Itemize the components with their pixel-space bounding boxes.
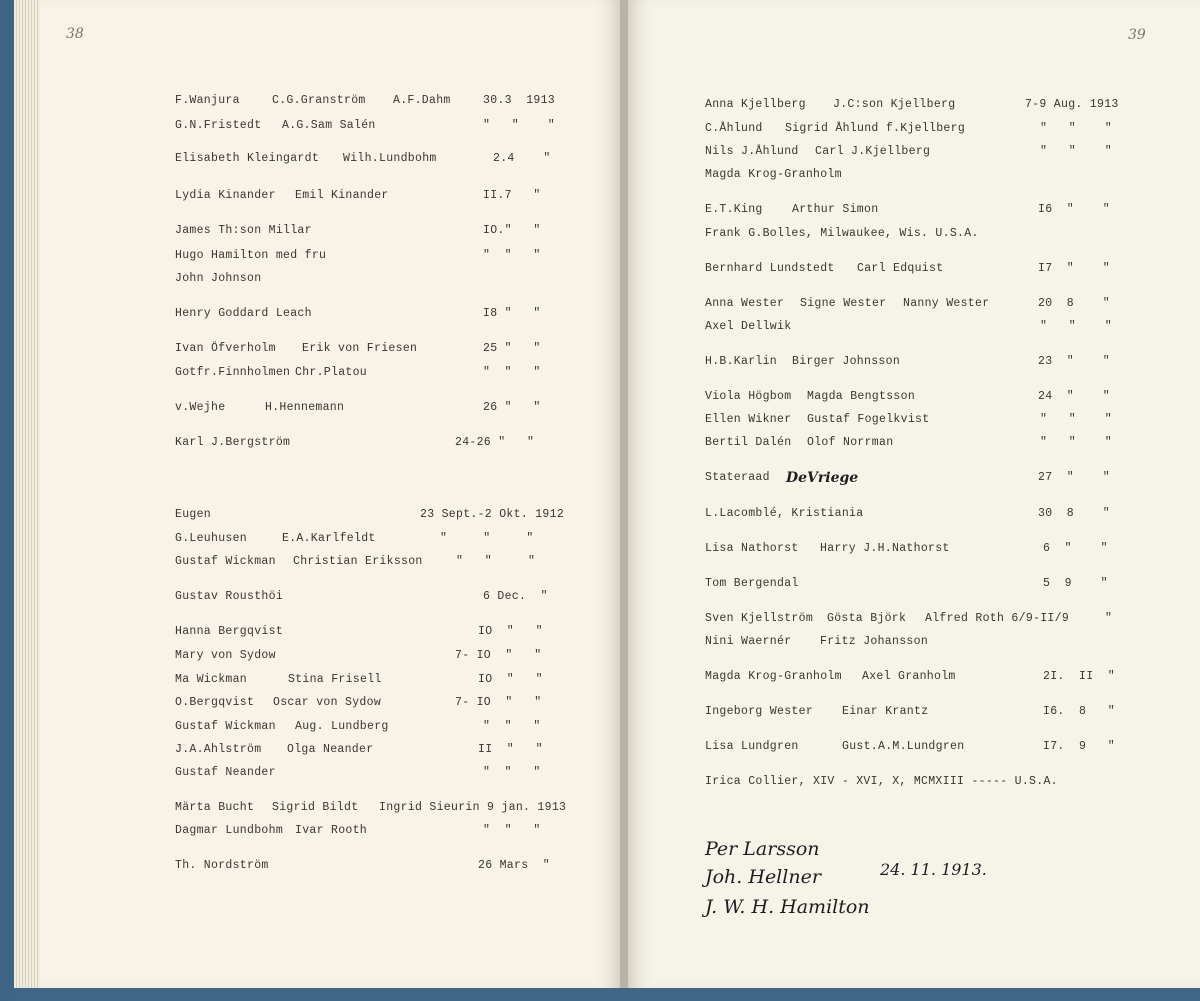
right-entry-1-cell-0: C.Åhlund [705,122,763,135]
left-entry-7-cell-0: Henry Goddard Leach [175,307,312,320]
left-entry-21-cell-2: II " " [478,743,543,756]
left-entry-9-cell-1: Chr.Platou [295,366,368,379]
left-entry-16-cell-1: IO " " [478,625,543,638]
left-entry-19-cell-0: O.Bergqvist [175,696,255,709]
right-entry-7-cell-2: Nanny Wester [903,297,990,310]
right-entry-1-cell-1: Sigrid Åhlund f.Kjellberg [785,122,966,135]
left-entry-2-cell-1: Wilh.Lundbohm [343,152,437,165]
right-entry-0-cell-0: Anna Kjellberg [705,98,806,111]
right-entry-10-cell-1: Magda Bengtsson [807,390,916,403]
left-entry-19-cell-1: Oscar von Sydow [273,696,382,709]
right-entry-2-cell-2: " " " [1040,145,1113,158]
left-entry-17-cell-1: 7- IO " " [455,649,542,662]
right-entry-11-cell-2: " " " [1040,413,1113,426]
right-entry-0-cell-1: J.C:son Kjellberg [833,98,956,111]
left-entry-0-cell-2: A.F.Dahm [393,94,451,107]
right-entry-9-cell-2: 23 " " [1038,355,1111,368]
right-entry-6-cell-0: Bernhard Lundstedt [705,262,835,275]
right-entry-10-cell-0: Viola Högbom [705,390,792,403]
left-entry-14-cell-2: " " " [456,555,536,568]
left-entry-23-cell-2: Ingrid Sieurin 9 jan. 1913 [379,801,567,814]
right-entry-19-cell-0: Magda Krog-Granholm [705,670,842,683]
right-entry-7-cell-1: Signe Wester [800,297,887,310]
left-entry-24-cell-0: Dagmar Lundbohm [175,824,284,837]
right-entry-21-cell-0: Lisa Lundgren [705,740,799,753]
left-entry-20-cell-0: Gustaf Wickman [175,720,276,733]
left-entry-15-cell-1: 6 Dec. " [483,590,548,603]
right-entry-11-cell-1: Gustaf Fogelkvist [807,413,930,426]
left-entry-22-cell-1: " " " [483,766,541,779]
right-entry-6-cell-1: Carl Edquist [857,262,944,275]
right-entry-3-cell-0: Magda Krog-Granholm [705,168,842,181]
left-entry-0-cell-0: F.Wanjura [175,94,240,107]
right-entry-4-cell-2: I6 " " [1038,203,1111,216]
right-entry-14-cell-0: L.Lacomblé, Kristiania [705,507,864,520]
right-entry-15-cell-2: 6 " " [1043,542,1108,555]
right-entry-22-cell-0: Irica Collier, XIV - XVI, X, MCMXIII ----- U.S.A. [705,775,1058,788]
right-entry-15-cell-0: Lisa Nathorst [705,542,799,555]
left-entry-19-cell-2: 7- IO " " [455,696,542,709]
right-entry-0-cell-2: 7-9 Aug. 1913 [1025,98,1119,111]
right-entry-6-cell-2: I7 " " [1038,262,1111,275]
left-entry-21-cell-1: Olga Neander [287,743,374,756]
right-entry-8-cell-1: " " " [1040,320,1113,333]
right-entry-17-cell-0: Sven Kjellström [705,612,814,625]
right-entry-19-cell-2: 2I. II " [1043,670,1116,683]
book-gutter [620,0,628,1001]
left-entry-10-cell-0: v.Wejhe [175,401,226,414]
right-entry-14-cell-1: 30 8 " [1038,507,1111,520]
signature-2: Joh. Hellner [705,866,821,888]
left-entry-7-cell-1: I8 " " [483,307,541,320]
left-entry-0-cell-3: 30.3 1913 [483,94,556,107]
left-entry-2-cell-2: 2.4 " [493,152,551,165]
right-entry-17-cell-2: Alfred Roth 6/9-II/9 " [925,612,1113,625]
left-entry-22-cell-0: Gustaf Neander [175,766,276,779]
right-entry-19-cell-1: Axel Granholm [862,670,956,683]
signature-date: 24. 11. 1913. [880,860,987,879]
left-entry-1-cell-0: G.N.Fristedt [175,119,262,132]
left-entry-8-cell-0: Ivan Öfverholm [175,342,276,355]
right-entry-17-cell-1: Gösta Björk [827,612,907,625]
left-entry-14-cell-0: Gustaf Wickman [175,555,276,568]
right-entry-15-cell-1: Harry J.H.Nathorst [820,542,950,555]
left-entry-23-cell-0: Märta Bucht [175,801,255,814]
left-entry-5-cell-1: " " " [483,249,541,262]
left-entry-8-cell-1: Erik von Friesen [302,342,418,355]
left-entry-20-cell-2: " " " [483,720,541,733]
left-entry-17-cell-0: Mary von Sydow [175,649,276,662]
right-entry-1-cell-2: " " " [1040,122,1113,135]
left-entry-3-cell-0: Lydia Kinander [175,189,276,202]
right-entry-12-cell-0: Bertil Dalén [705,436,792,449]
left-entry-15-cell-0: Gustav Rousthöi [175,590,284,603]
signature-3: J. W. H. Hamilton [705,896,870,918]
left-entry-18-cell-1: Stina Frisell [288,673,382,686]
left-page-number: 38 [66,26,84,42]
left-entry-12-cell-1: 23 Sept.-2 Okt. 1912 [420,508,565,521]
right-entry-16-cell-1: 5 9 " [1043,577,1108,590]
left-entry-3-cell-2: II.7 " [483,189,541,202]
right-entry-12-cell-1: Olof Norrman [807,436,894,449]
right-entry-2-cell-1: Carl J.Kjellberg [815,145,931,158]
left-entry-24-cell-2: " " " [483,824,541,837]
right-entry-8-cell-0: Axel Dellwik [705,320,792,333]
right-entry-20-cell-0: Ingeborg Wester [705,705,814,718]
left-entry-18-cell-0: Ma Wickman [175,673,248,686]
right-entry-21-cell-1: Gust.A.M.Lundgren [842,740,965,753]
left-entry-20-cell-1: Aug. Lundberg [295,720,389,733]
left-entry-9-cell-2: " " " [483,366,541,379]
right-entry-5-cell-0: Frank G.Bolles, Milwaukee, Wis. U.S.A. [705,227,979,240]
left-entry-11-cell-0: Karl J.Bergström [175,436,291,449]
left-page [40,0,622,990]
left-entry-13-cell-2: " " " [440,532,534,545]
right-entry-11-cell-0: Ellen Wikner [705,413,792,426]
right-entry-18-cell-1: Fritz Johansson [820,635,929,648]
left-entry-21-cell-0: J.A.Ahlström [175,743,262,756]
left-entry-10-cell-2: 26 " " [483,401,541,414]
right-entry-7-cell-0: Anna Wester [705,297,785,310]
right-entry-13-cell-0: Stateraad [705,471,770,484]
right-entry-9-cell-0: H.B.Karlin [705,355,778,368]
signature-1: Per Larsson [705,838,820,860]
left-entry-9-cell-0: Gotfr.Finnholmen [175,366,291,379]
right-entry-21-cell-2: I7. 9 " [1043,740,1116,753]
left-entry-14-cell-1: Christian Eriksson [293,555,423,568]
left-entry-5-cell-0: Hugo Hamilton med fru [175,249,327,262]
right-entry-4-cell-1: Arthur Simon [792,203,879,216]
left-entry-24-cell-1: Ivar Rooth [295,824,368,837]
left-entry-18-cell-2: IO " " [478,673,543,686]
right-entry-12-cell-2: " " " [1040,436,1113,449]
bottom-strip [14,988,1200,1001]
right-entry-18-cell-0: Nini Waernér [705,635,792,648]
left-entry-12-cell-0: Eugen [175,508,212,521]
right-entry-2-cell-0: Nils J.Åhlund [705,145,799,158]
left-entry-16-cell-0: Hanna Bergqvist [175,625,284,638]
left-entry-23-cell-1: Sigrid Bildt [272,801,359,814]
left-entry-6-cell-0: John Johnson [175,272,262,285]
right-entry-16-cell-0: Tom Bergendal [705,577,799,590]
right-entry-20-cell-2: I6. 8 " [1043,705,1116,718]
left-entry-13-cell-0: G.Leuhusen [175,532,248,545]
right-entry-9-cell-1: Birger Johnsson [792,355,901,368]
left-entry-8-cell-2: 25 " " [483,342,541,355]
right-entry-10-cell-2: 24 " " [1038,390,1111,403]
right-entry-7-cell-3: 20 8 " [1038,297,1111,310]
left-entry-25-cell-1: 26 Mars " [478,859,551,872]
left-entry-0-cell-1: C.G.Granström [272,94,366,107]
left-entry-4-cell-0: James Th:son Millar [175,224,312,237]
left-entry-11-cell-1: 24-26 " " [455,436,535,449]
right-entry-20-cell-1: Einar Krantz [842,705,929,718]
left-entry-1-cell-1: A.G.Sam Salén [282,119,376,132]
right-page-number: 39 [1128,27,1146,43]
left-entry-4-cell-1: IO." " [483,224,541,237]
left-entry-10-cell-1: H.Hennemann [265,401,345,414]
stateraad-handwritten-name: DeVriege [786,470,859,486]
left-entry-2-cell-0: Elisabeth Kleingardt [175,152,320,165]
left-entry-3-cell-1: Emil Kinander [295,189,389,202]
left-entry-25-cell-0: Th. Nordström [175,859,269,872]
left-entry-1-cell-2: " " " [483,119,556,132]
left-entry-13-cell-1: E.A.Karlfeldt [282,532,376,545]
right-entry-4-cell-0: E.T.King [705,203,763,216]
right-entry-13-cell-1: 27 " " [1038,471,1111,484]
